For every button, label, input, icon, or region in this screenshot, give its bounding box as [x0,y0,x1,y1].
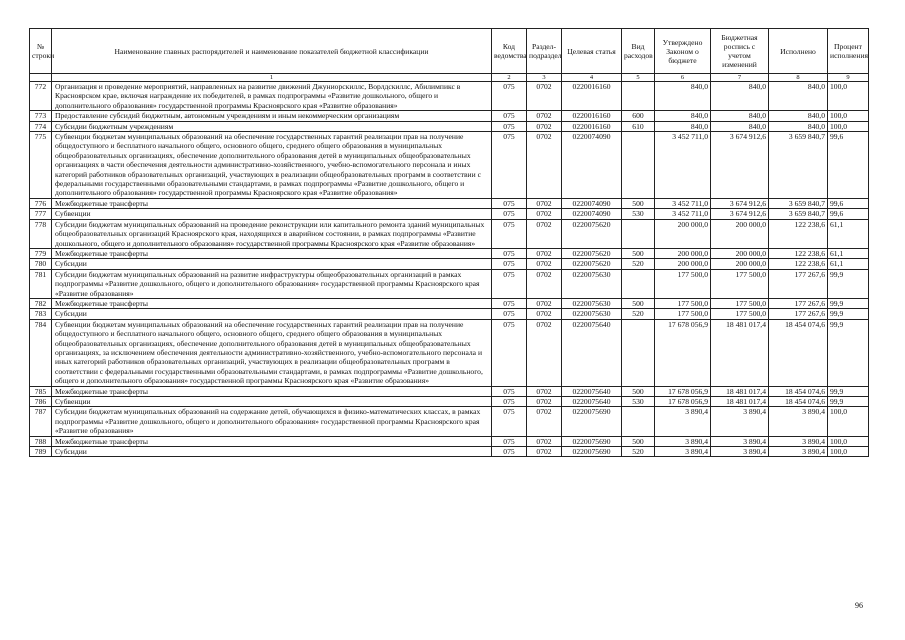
row-number: 775 [30,132,52,199]
table-row [30,436,869,446]
row-name: Субвенции бюджетам муниципальных образований на обеспечение государственных гарантий реализации прав на получение общедоступного и бесплатного начального общего, основного общего, среднего общего образования в муниципальных общеобразовательных организациях, обеспечение дополнительного образования детей в муниципальных общеобразовательных организациях в части обеспечения деятельности административно-хозяйственного, учебно-вспомогательного персонала и иных категорий работников образовательных организаций, участвующих в реализации общеобразовательных программ в соответствии с федеральными государственными образовательными стандартами, в рамках подпрограммы «Развитие дошкольного, общего и дополнительного образования» государственной программы Красноярского края «Развитие образования» [52,132,492,199]
col-number: 4 [562,74,622,82]
row-code: 075 [492,132,527,199]
row-approved: 840,0 [655,121,711,131]
row-section: 0702 [527,397,562,407]
row-type [622,219,655,248]
row-schedule: 840,0 [711,121,769,131]
row-code: 075 [492,248,527,258]
col-header-approved: Утверждено Законом о бюджете [655,29,711,74]
row-number: 788 [30,436,52,446]
row-schedule: 18 481 017,4 [711,397,769,407]
row-type [622,82,655,111]
row-type: 520 [622,447,655,457]
row-code: 075 [492,219,527,248]
col-header-num: № строки [30,29,52,74]
row-number: 778 [30,219,52,248]
row-number: 781 [30,269,52,298]
row-percent: 99,9 [828,269,869,298]
row-section: 0702 [527,319,562,386]
row-schedule: 200 000,0 [711,248,769,258]
row-approved: 3 890,4 [655,447,711,457]
row-percent: 99,9 [828,397,869,407]
row-name: Межбюджетные трансферты [52,298,492,308]
row-executed: 18 454 074,6 [769,319,828,386]
row-approved: 200 000,0 [655,248,711,258]
row-type: 530 [622,209,655,219]
row-code: 075 [492,397,527,407]
col-number [30,74,52,82]
row-executed: 3 659 840,7 [769,198,828,208]
row-section: 0702 [527,436,562,446]
row-approved: 177 500,0 [655,269,711,298]
row-section: 0702 [527,209,562,219]
row-percent: 100,0 [828,447,869,457]
row-approved: 3 452 711,0 [655,209,711,219]
row-approved: 840,0 [655,82,711,111]
row-target: 0220075620 [562,219,622,248]
row-schedule: 3 890,4 [711,447,769,457]
row-name: Межбюджетные трансферты [52,386,492,396]
row-code: 075 [492,121,527,131]
row-target: 0220075630 [562,298,622,308]
row-executed: 840,0 [769,121,828,131]
row-code: 075 [492,407,527,436]
row-number: 779 [30,248,52,258]
row-executed: 840,0 [769,82,828,111]
row-approved: 17 678 056,9 [655,386,711,396]
row-type: 500 [622,298,655,308]
row-number: 780 [30,259,52,269]
row-type [622,132,655,199]
table-row [30,248,869,258]
row-executed: 840,0 [769,111,828,121]
row-executed: 122 238,6 [769,248,828,258]
row-percent: 100,0 [828,111,869,121]
col-header-section: Раздел-подраздел [527,29,562,74]
row-name: Субсидии [52,259,492,269]
col-header-name: Наименование главных распорядителей и наименование показателей бюджетной классификации [52,29,492,74]
row-target: 0220075620 [562,259,622,269]
row-percent: 99,6 [828,132,869,199]
row-approved: 3 452 711,0 [655,198,711,208]
row-code: 075 [492,82,527,111]
table-row [30,319,869,386]
row-name: Субсидии [52,447,492,457]
row-code: 075 [492,269,527,298]
col-number: 7 [711,74,769,82]
table-row [30,198,869,208]
row-schedule: 840,0 [711,82,769,111]
table-row [30,82,869,111]
row-executed: 122 238,6 [769,219,828,248]
row-percent: 61,1 [828,219,869,248]
row-type: 500 [622,386,655,396]
row-percent: 100,0 [828,407,869,436]
row-type [622,319,655,386]
row-schedule: 18 481 017,4 [711,319,769,386]
row-name: Субсидии [52,309,492,319]
row-section: 0702 [527,407,562,436]
col-number: 6 [655,74,711,82]
row-section: 0702 [527,269,562,298]
row-target: 0220016160 [562,111,622,121]
table-row [30,132,869,199]
row-executed: 3 659 840,7 [769,132,828,199]
row-type: 500 [622,198,655,208]
row-code: 075 [492,436,527,446]
row-name: Субсидии бюджетам муниципальных образований на проведение реконструкции или капитального ремонта зданий муниципальных общеобразовательных организаций Красноярского края, находящихся в аварийном состоянии, в рамках подпрограммы «Развитие дошкольного, общего и дополнительного образования» государственной программы Красноярского края «Развитие образования» [52,219,492,248]
row-approved: 200 000,0 [655,259,711,269]
table-row [30,269,869,298]
table-row [30,309,869,319]
row-target: 0220075690 [562,407,622,436]
row-number: 786 [30,397,52,407]
row-section: 0702 [527,248,562,258]
col-header-type: Вид расходов [622,29,655,74]
row-name: Субсидии бюджетам муниципальных образований на содержание детей, обучающихся в физико-математических классах, в рамках подпрограммы «Развитие дошкольного, общего и дополнительного образования» государственной программы Красноярского края «Развитие образования» [52,407,492,436]
row-schedule: 200 000,0 [711,219,769,248]
table-row [30,386,869,396]
row-number: 789 [30,447,52,457]
row-name: Субсидии бюджетам муниципальных образований на развитие инфраструктуры общеобразовательных организаций в рамках подпрограммы «Развитие дошкольного, общего и дополнительного образования» государственной программы Красноярского края «Развитие образования» [52,269,492,298]
row-type: 520 [622,309,655,319]
col-header-schedule: Бюджетная роспись с учетом изменений [711,29,769,74]
table-row [30,111,869,121]
row-target: 0220074090 [562,209,622,219]
row-executed: 177 267,6 [769,298,828,308]
col-header-code: Код ведомства [492,29,527,74]
col-number: 9 [828,74,869,82]
row-name: Межбюджетные трансферты [52,198,492,208]
row-percent: 99,6 [828,209,869,219]
row-type: 520 [622,259,655,269]
row-number: 783 [30,309,52,319]
row-name: Межбюджетные трансферты [52,436,492,446]
row-percent: 61,1 [828,248,869,258]
row-code: 075 [492,198,527,208]
row-schedule: 177 500,0 [711,309,769,319]
row-target: 0220075630 [562,309,622,319]
row-approved: 3 890,4 [655,407,711,436]
row-percent: 100,0 [828,121,869,131]
row-target: 0220016160 [562,121,622,131]
row-section: 0702 [527,132,562,199]
row-schedule: 177 500,0 [711,298,769,308]
table-row [30,209,869,219]
row-target: 0220074090 [562,132,622,199]
table-row [30,298,869,308]
col-number: 3 [527,74,562,82]
row-section: 0702 [527,198,562,208]
table-row [30,397,869,407]
row-section: 0702 [527,447,562,457]
row-code: 075 [492,298,527,308]
row-executed: 177 267,6 [769,309,828,319]
row-approved: 177 500,0 [655,309,711,319]
row-code: 075 [492,259,527,269]
header-row [30,29,869,74]
row-number: 773 [30,111,52,121]
row-schedule: 3 890,4 [711,407,769,436]
budget-sheet [29,28,868,457]
row-section: 0702 [527,298,562,308]
row-approved: 840,0 [655,111,711,121]
row-number: 772 [30,82,52,111]
row-percent: 99,9 [828,319,869,386]
col-header-executed: Исполнено [769,29,828,74]
row-code: 075 [492,209,527,219]
row-executed: 122 238,6 [769,259,828,269]
row-type: 530 [622,397,655,407]
row-target: 0220075640 [562,319,622,386]
table-row [30,407,869,436]
row-target: 0220075640 [562,397,622,407]
row-schedule: 3 890,4 [711,436,769,446]
row-schedule: 3 674 912,6 [711,209,769,219]
row-percent: 100,0 [828,436,869,446]
table-row [30,219,869,248]
row-executed: 3 890,4 [769,447,828,457]
row-name: Предоставление субсидий бюджетным, автономным учреждениям и иным некоммерческим организациям [52,111,492,121]
row-approved: 17 678 056,9 [655,397,711,407]
row-target: 0220074090 [562,198,622,208]
col-number: 2 [492,74,527,82]
row-type: 500 [622,436,655,446]
row-target: 0220075690 [562,436,622,446]
table-row [30,121,869,131]
row-percent: 99,9 [828,298,869,308]
row-type: 500 [622,248,655,258]
row-executed: 18 454 074,6 [769,397,828,407]
row-name: Субвенции бюджетам муниципальных образований на обеспечение государственных гарантий реализации прав на получение общедоступного и бесплатного начального общего, основного общего, среднего общего образования в муниципальных общеобразовательных организациях, обеспечение дополнительного образования детей в муниципальных общеобразовательных организациях, за исключением обеспечения деятельности административно-хозяйственного, учебно-вспомогательного персонала и иных категорий работников образовательных организаций, участвующих в реализации общеобразовательных программ в соответствии с федеральными государственными образовательными стандартами, в рамках подпрограммы «Развитие дошкольного, общего и дополнительного образования» государственной программы Красноярского края «Развитие образования» [52,319,492,386]
col-header-target: Целевая статья [562,29,622,74]
budget-table [29,28,869,457]
row-approved: 177 500,0 [655,298,711,308]
row-executed: 3 659 840,7 [769,209,828,219]
row-section: 0702 [527,111,562,121]
row-executed: 177 267,6 [769,269,828,298]
row-section: 0702 [527,82,562,111]
row-type [622,269,655,298]
row-type: 600 [622,111,655,121]
row-name: Субвенции [52,397,492,407]
row-target: 0220016160 [562,82,622,111]
row-schedule: 177 500,0 [711,269,769,298]
row-approved: 3 452 711,0 [655,132,711,199]
col-number: 5 [622,74,655,82]
row-target: 0220075690 [562,447,622,457]
column-number-row [30,74,869,82]
row-executed: 3 890,4 [769,407,828,436]
table-row [30,259,869,269]
row-percent: 99,9 [828,309,869,319]
row-number: 784 [30,319,52,386]
row-name: Субсидии бюджетным учреждениям [52,121,492,131]
row-section: 0702 [527,309,562,319]
row-code: 075 [492,111,527,121]
row-target: 0220075620 [562,248,622,258]
row-schedule: 18 481 017,4 [711,386,769,396]
row-section: 0702 [527,259,562,269]
row-approved: 17 678 056,9 [655,319,711,386]
row-number: 774 [30,121,52,131]
row-number: 777 [30,209,52,219]
row-type: 610 [622,121,655,131]
row-number: 785 [30,386,52,396]
row-target: 0220075640 [562,386,622,396]
row-code: 075 [492,447,527,457]
row-section: 0702 [527,121,562,131]
row-approved: 200 000,0 [655,219,711,248]
row-code: 075 [492,309,527,319]
row-percent: 99,6 [828,198,869,208]
row-type [622,407,655,436]
row-name: Межбюджетные трансферты [52,248,492,258]
row-code: 075 [492,386,527,396]
row-section: 0702 [527,386,562,396]
row-percent: 99,9 [828,386,869,396]
row-section: 0702 [527,219,562,248]
row-number: 782 [30,298,52,308]
col-header-percent: Процент исполнения [828,29,869,74]
row-executed: 18 454 074,6 [769,386,828,396]
row-schedule: 200 000,0 [711,259,769,269]
page-number: 96 [855,601,863,610]
row-code: 075 [492,319,527,386]
table-row [30,447,869,457]
row-target: 0220075630 [562,269,622,298]
row-name: Субвенции [52,209,492,219]
row-approved: 3 890,4 [655,436,711,446]
col-number: 8 [769,74,828,82]
col-number: 1 [52,74,492,82]
row-schedule: 3 674 912,6 [711,132,769,199]
row-schedule: 840,0 [711,111,769,121]
row-percent: 61,1 [828,259,869,269]
row-percent: 100,0 [828,82,869,111]
row-name: Организация и проведение мероприятий, направленных на развитие движений Джуниорскиллс, Ворлдскиллс, Абилимпикс в Красноярском крае, включая награждение их победителей, в рамках подпрограммы «Развитие дошкольного, общего и дополнительного образования» государственной программы Красноярского края «Развитие образования» [52,82,492,111]
row-schedule: 3 674 912,6 [711,198,769,208]
row-executed: 3 890,4 [769,436,828,446]
row-number: 787 [30,407,52,436]
row-number: 776 [30,198,52,208]
